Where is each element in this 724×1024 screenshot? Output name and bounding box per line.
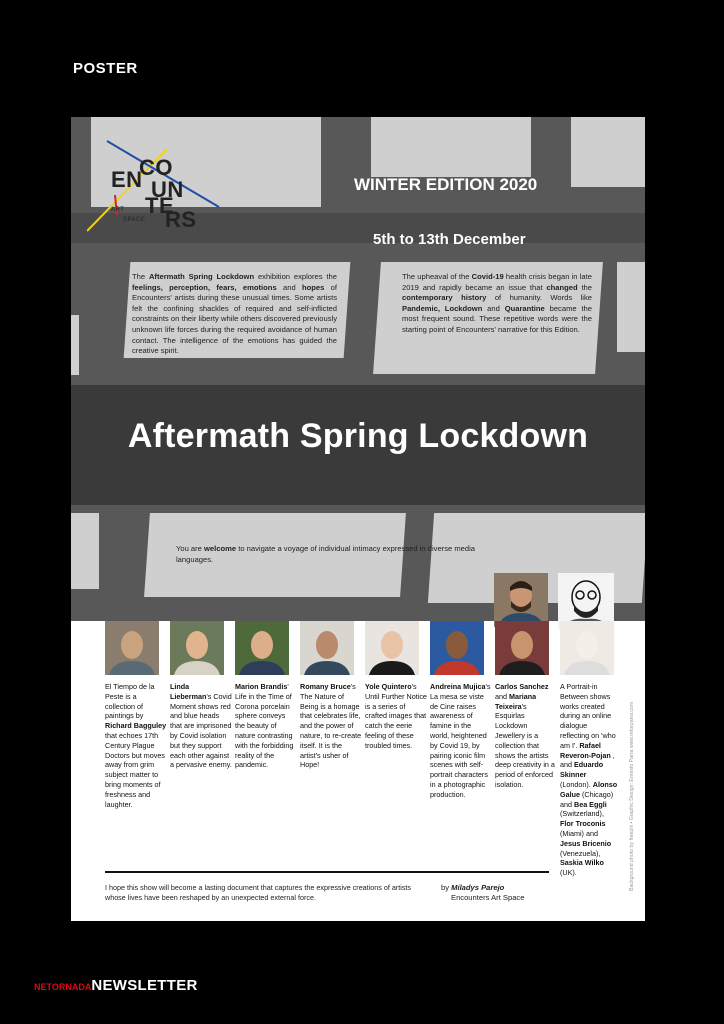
logo-text-art: ART	[111, 207, 125, 213]
artist-entry	[365, 621, 427, 751]
divider-line	[105, 871, 549, 873]
intro-paragraph-left: The Aftermath Spring Lockdown exhibition explores the feelings, perception, fears, emotions and hopes of Encounters' artists during these unusual times. Some artists felt the confining shackles of required and self-inflicted constraints on their liberty while others discovered previously unknown life forces during the required avoidance of human contact. The intelligence of the emotions has guided the creative spirit.	[132, 272, 338, 356]
logo-text-en: EN	[111, 167, 143, 192]
artist-entry	[170, 621, 232, 770]
artist-entry	[235, 621, 297, 770]
logo-text-un: UN	[151, 177, 184, 202]
welcome-text: You are welcome to navigate a voyage of individual intimacy expressed in diverse media languages.	[176, 544, 476, 564]
artist-photo	[430, 621, 484, 675]
logo-text-co: CO	[139, 155, 173, 180]
curator-photo	[494, 573, 548, 627]
person-icon	[494, 573, 548, 627]
poster	[71, 117, 645, 921]
signature-block	[441, 883, 524, 903]
signature-org: Encounters Art Space	[451, 893, 525, 902]
artist-portrait-icon	[495, 621, 549, 675]
artist-entry	[105, 621, 167, 809]
artist-portrait-icon	[170, 621, 224, 675]
artist-description: Marion Brandis' Life in the Time of Corona porcelain sphere conveys the beauty of nature contrasting with the forbidding reality of the pandemic.	[235, 682, 294, 770]
artist-portrait-icon	[235, 621, 289, 675]
event-dates: 5th to 13th December	[373, 231, 526, 248]
artist-photo	[235, 621, 289, 675]
edition-heading: WINTER EDITION 2020	[354, 175, 538, 194]
signature-name: Miladys Parejo	[451, 883, 505, 892]
photo-credits	[627, 637, 639, 897]
logo-text-space: SPACE	[123, 217, 146, 223]
encounters-logo	[87, 135, 237, 235]
logo-text-te: TE	[145, 193, 175, 218]
artist-entry	[300, 621, 362, 770]
closing-statement: I hope this show will become a lasting document that captures the expressive creations of artists whose lives have been reshaped by an unexpected external force.	[105, 883, 412, 902]
section-label-poster: POSTER	[73, 60, 138, 77]
brand-white-text: NEWSLETTER	[91, 977, 198, 994]
artist-description: El Tiempo de la Peste is a collection of paintings by Richard Bagguley that echoes 17th Century Plague Doctors but moves away from grim subject matter to bring moments of freshness and laughter.	[105, 682, 167, 809]
artist-photo	[170, 621, 224, 675]
artist-entry	[560, 621, 618, 878]
artist-portrait-icon	[300, 621, 354, 675]
artist-portrait-icon	[365, 621, 419, 675]
artist-description: Yole Quintero's Until Further Notice is a series of crafted images that catch the eerie feeling of these troubled times.	[365, 682, 427, 750]
signature-by: by	[441, 883, 452, 892]
newsletter-logo	[34, 977, 198, 994]
artist-description: Andreina Mujica's La mesa se viste de Cine raises awareness of famine in the world, heightened by Covid 19, by pairing iconic film scenes with self-portrait characters in a photographic production.	[430, 682, 491, 799]
artist-photo	[105, 621, 159, 675]
artist-entry	[495, 621, 557, 790]
intro-paragraph-right: The upheaval of the Covid-19 health crisis began in late 2019 and rapidly became an issue that changed the contemporary history of humanity. Words like Pandemic, Lockdown and Quarantine became the most frequent sound. These repetitive words were the starting point of Encounters' narrative for this Edition.	[402, 272, 593, 334]
artist-description: Romany Bruce's The Nature of Being is a homage that celebrates life, and the power of nature, to re-create itself. It is the artist's usher of Hope!	[300, 682, 362, 770]
artist-description: Linda Lieberman's Covid Moment shows red and blue heads that are imprisoned by Covid isolation but they support each other against a pervasive enemy.	[170, 682, 232, 770]
artist-portrait-icon	[560, 621, 614, 675]
artist-description: A Portrait-in Between shows works created during an online dialogue reflecting on 'who am I'. Rafael Reveron-Pojan , and Eduardo Skinner (London). Alonso Galue (Chicago) and Bea Eggli (Switzerland), Flor Troconis (Miami) and Jesus Bricenio (Venezuela), Saskia Wilko (UK).	[560, 682, 618, 878]
artist-description: Carlos Sanchez and Mariana Teixeira's Esquirlas Lockdown Jewellery is a collection that shows the artists deep creativity in a period of enforced isolation.	[495, 682, 555, 789]
logo-text-rs: RS	[165, 207, 197, 232]
credits-text: Background photo by freepik • Graphic Design: Ernesto Parra www.retorparra.com	[629, 701, 635, 891]
exhibition-title: Aftermath Spring Lockdown	[127, 417, 589, 455]
artist-photo	[300, 621, 354, 675]
artist-photo	[560, 621, 614, 675]
artist-photo	[365, 621, 419, 675]
brand-red-text: NETORNADA	[34, 982, 92, 992]
artist-entry	[430, 621, 492, 800]
artist-portrait-icon	[105, 621, 159, 675]
artist-portrait-icon	[430, 621, 484, 675]
artist-photo	[495, 621, 549, 675]
